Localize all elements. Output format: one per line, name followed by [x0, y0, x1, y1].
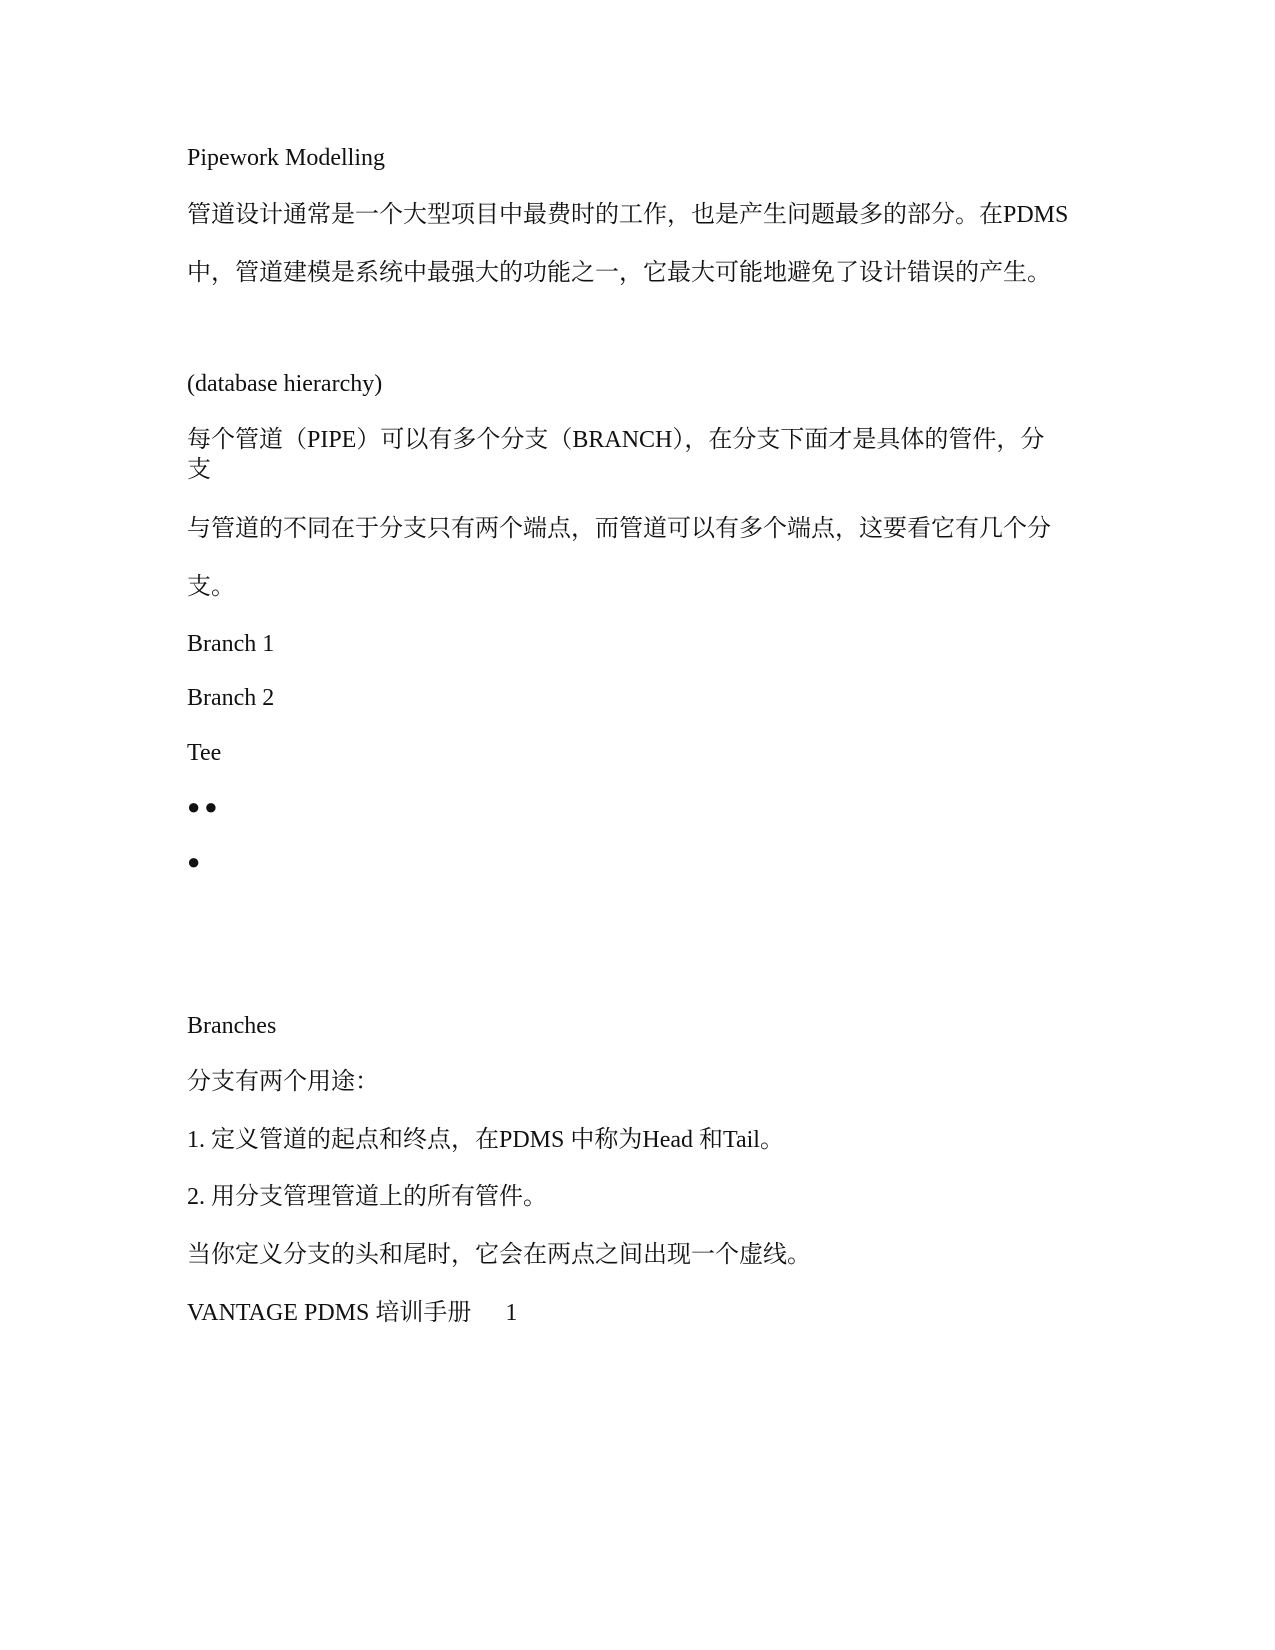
list-item: 1. 定义管道的起点和终点，在PDMS 中称为Head 和Tail。 — [187, 1127, 784, 1153]
paragraph-line: 支。 — [187, 574, 235, 600]
footer-text: VANTAGE PDMS 培训手册 — [187, 1300, 472, 1326]
list-item: 2. 用分支管理管道上的所有管件。 — [187, 1184, 547, 1210]
page-footer — [187, 1298, 1087, 1328]
paragraph-line: 中，管道建模是系统中最强大的功能之一，它最大可能地避免了设计错误的产生。 — [187, 260, 1051, 286]
paragraph-line: 每个管道（PIPE）可以有多个分支（BRANCH），在分支下面才是具体的管件，分 — [187, 427, 1045, 453]
bullet-marks: ●● — [187, 794, 222, 819]
paragraph-line-wrap: 支 — [187, 457, 211, 483]
paragraph-line: 当你定义分支的头和尾时，它会在两点之间出现一个虚线。 — [187, 1242, 811, 1268]
figure-label-branch-1: Branch 1 — [187, 631, 275, 657]
page-number: 1 — [505, 1300, 518, 1326]
paragraph-line: 管道设计通常是一个大型项目中最费时的工作，也是产生问题最多的部分。在PDMS — [187, 202, 1069, 228]
figure-label-branch-2: Branch 2 — [187, 685, 275, 711]
section-heading-pipework-modelling: Pipework Modelling — [187, 145, 385, 171]
figure-label-tee: Tee — [187, 740, 222, 766]
section-heading-branches: Branches — [187, 1013, 277, 1039]
section-heading-database-hierarchy: (database hierarchy) — [187, 371, 383, 397]
paragraph-line: 分支有两个用途： — [187, 1069, 379, 1095]
paragraph-line: 与管道的不同在于分支只有两个端点，而管道可以有多个端点，这要看它有几个分 — [187, 516, 1051, 542]
bullet-mark: ● — [187, 849, 205, 874]
